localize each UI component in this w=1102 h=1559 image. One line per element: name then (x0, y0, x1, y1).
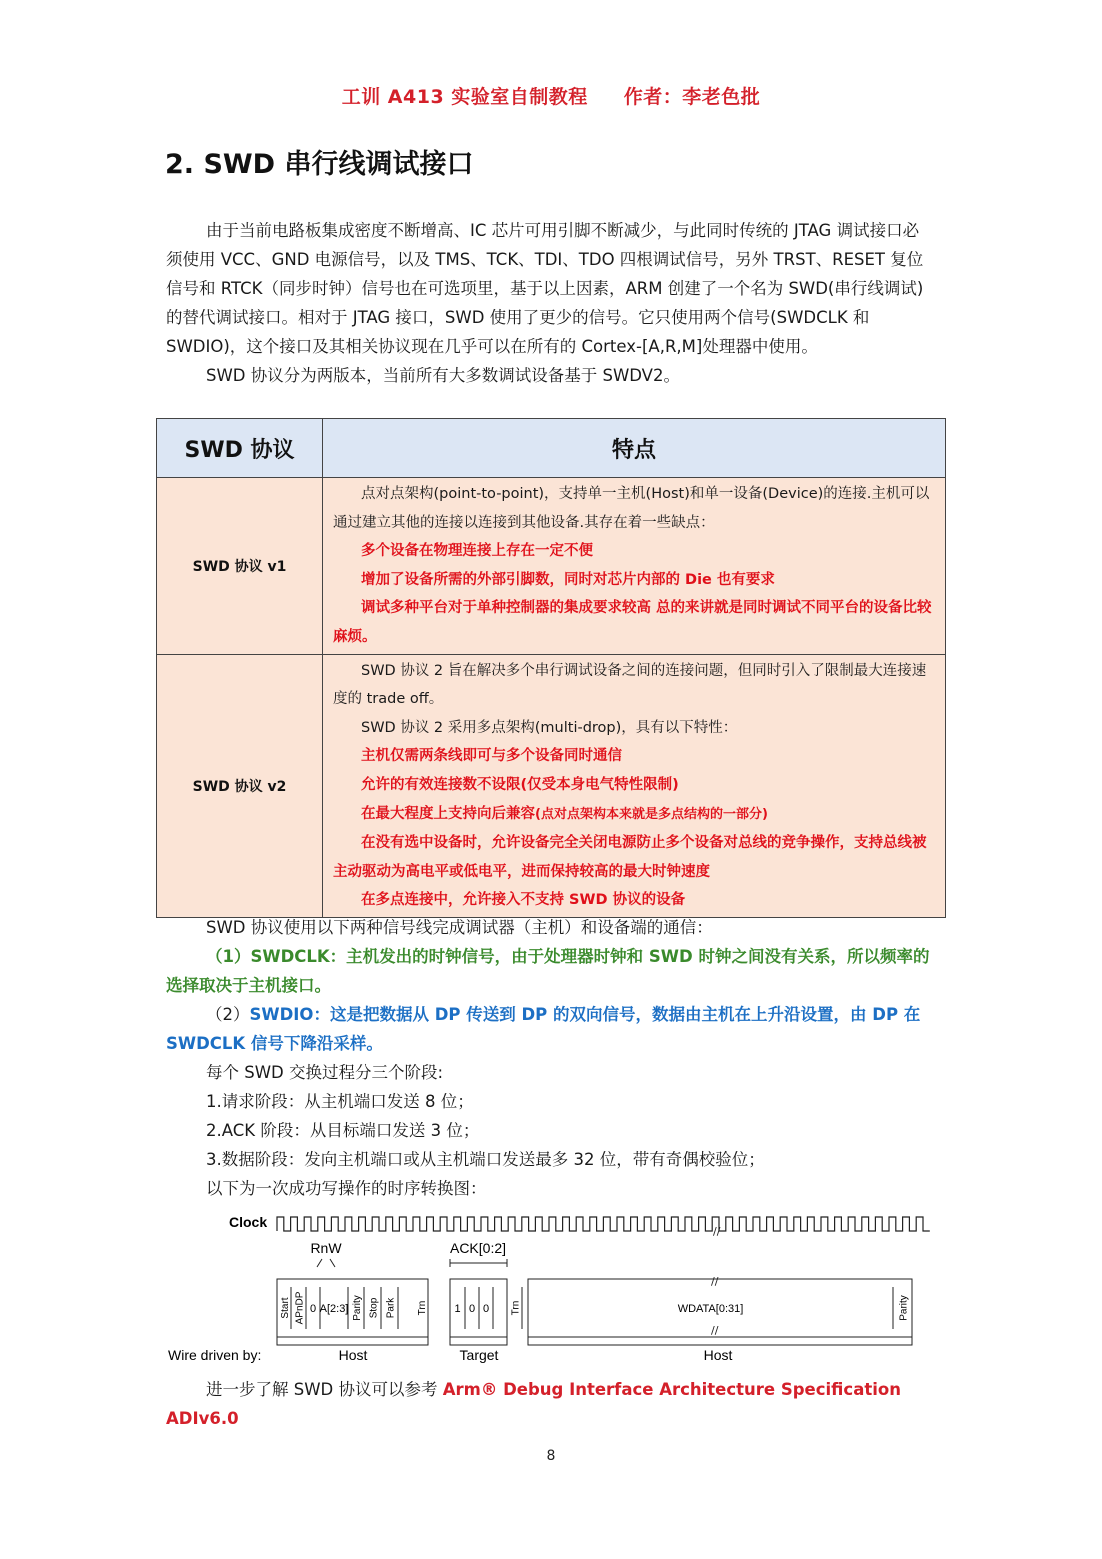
data-break-mark: // (711, 1324, 719, 1337)
host-label-2: Host (703, 1347, 733, 1363)
packet-field-label: 0 (309, 1303, 317, 1315)
data-break-mark: // (711, 1275, 719, 1288)
reference-line (166, 1375, 934, 1433)
v1-drawback-3: 调试多种平台对于单种控制器的集成要求较高 总的来讲就是同时调试不同平台的设备比较麻烦。 (333, 600, 932, 645)
v2-feature-5: 在多点连接中，允许接入不支持 SWD 协议的设备 (361, 892, 686, 909)
driven-by-label: Wire driven by: (168, 1347, 262, 1363)
reference-prefix: 进一步了解 SWD 协议可以参考 (206, 1380, 443, 1399)
clock-break-mark: // (713, 1225, 721, 1238)
intro-text (166, 216, 934, 390)
target-bracket (450, 1337, 507, 1345)
rnw-marker (317, 1259, 335, 1267)
swdio-text: SWDIO：这是把数据从 DP 传送到 DP 的双向信号，数据由主机在上升沿设置，由 DP 在 SWDCLK 信号下降沿采样。 (166, 1005, 921, 1053)
packet-field-label: 0 (468, 1303, 476, 1315)
packet-field-label: WDATA[0:31] (677, 1303, 744, 1315)
section-title: 2. SWD 串行线调试接口 (165, 149, 474, 180)
col-header-protocol: SWD 协议 (157, 419, 323, 478)
packet-field-label: Stop (368, 1297, 380, 1319)
target-label: Target (459, 1347, 499, 1363)
swdclk-text: SWDCLK：主机发出的时钟信号，由于处理器时钟和 SWD 时钟之间没有关系，所以频率的选择取决于主机接口。 (166, 947, 930, 995)
row-name-v1: SWD 协议 v1 (157, 478, 323, 655)
v1-description: 点对点架构(point-to-point)，支持单一主机(Host)和单一设备(Device)的连接.主机可以通过建立其他的连接以连接到其他设备.其存在着一些缺点： (333, 486, 930, 531)
v2-multidrop: SWD 协议 2 采用多点架构(multi-drop)，具有以下特性： (361, 719, 738, 736)
packet-field-label: Trn (417, 1300, 428, 1316)
rnw-label: RnW (310, 1240, 342, 1256)
packet-field-label: Parity (898, 1295, 910, 1321)
table-row (157, 478, 946, 655)
v2-feature-2: 允许的有效连接数不设限(仅受本身电气特性限制) (361, 776, 679, 793)
ack-marker (450, 1259, 507, 1267)
request-packet-fields (277, 1275, 912, 1337)
host-bracket-2 (528, 1337, 912, 1345)
packet-field-label: Trn (510, 1300, 522, 1316)
phase-2: 2.ACK 阶段：从目标端口发送 3 位； (206, 1121, 480, 1140)
clock-waveform (277, 1217, 930, 1238)
v2-feature-3-main: 在最大程度上支持向后兼容 (361, 805, 535, 822)
packet-field-label: 1 (454, 1303, 461, 1315)
phase-1: 1.请求阶段：从主机端口发送 8 位； (206, 1092, 474, 1111)
swdclk-desc (166, 942, 934, 1000)
timing-intro: 以下为一次成功写操作的时序转换图： (206, 1179, 487, 1198)
v2-feature-3 (333, 800, 935, 830)
packet-field-label: 0 (482, 1303, 490, 1315)
row-desc-v2 (323, 654, 946, 917)
version-note: SWD 协议分为两版本，当前所有大多数调试设备基于 SWDV2。 (206, 366, 680, 385)
phases-intro: 每个 SWD 交换过程分三个阶段: (206, 1063, 444, 1082)
header-course: 工训 A413 实验室自制教程 (341, 86, 588, 108)
packet-field-label: Start (280, 1297, 291, 1319)
packet-field-label: APnDP (294, 1291, 306, 1325)
clock-pulses (277, 1217, 930, 1231)
intro-paragraph: 由于当前电路板集成密度不断增高、IC 芯片可用引脚不断减少，与此同时传统的 JTAG 调试接口必须使用 VCC、GND 电源信号，以及 TMS、TCK、TDI、TDO 四根调试信号，另外 TRST、RESET 复位信号和 RTCK（同步时钟）信号也在可选项里，基于以上因素，ARM 创建了一个名为 SWD(串行线调试)的替代调试接口。相对于 JTAG 接口，SWD 使用了更少的信号。它只使用两个信号(SWDCLK 和 SWDIO)，这个接口及其相关协议现在几乎可以在所有的 Cortex-[A,R,M]处理器中使用。 (166, 221, 924, 356)
phase-3: 3.数据阶段：发向主机端口或从主机端口发送最多 32 位，带有奇偶校验位； (206, 1150, 765, 1169)
clock-label: Clock (229, 1214, 268, 1230)
v1-drawback-1: 多个设备在物理连接上存在一定不便 (361, 543, 593, 560)
row-desc-v1 (323, 478, 946, 655)
v2-feature-1: 主机仅需两条线即可与多个设备同时通信 (361, 748, 622, 765)
v1-drawback-2: 增加了设备所需的外部引脚数，同时对芯片内部的 Die 也有要求 (361, 571, 775, 588)
swdio-prefix: （2） (206, 1005, 250, 1024)
v2-feature-3-note: (点对点架构本来就是多点结构的一部分) (535, 806, 768, 822)
row-name-v2: SWD 协议 v2 (157, 654, 323, 917)
reference-document: Arm® Debug Interface Architecture Specification ADIv6.0 (166, 1380, 901, 1428)
swdclk-prefix: （1） (206, 947, 251, 966)
table-row (157, 654, 946, 917)
ack-label: ACK[0:2] (449, 1240, 507, 1256)
v2-description: SWD 协议 2 旨在解决多个串行调试设备之间的连接问题，但同时引入了限制最大连接速度的 trade off。 (333, 662, 927, 708)
col-header-features: 特点 (323, 419, 946, 478)
host-bracket-1 (277, 1337, 428, 1345)
swd-version-table (156, 418, 946, 918)
page-header (0, 82, 1102, 109)
v2-feature-4: 在没有选中设备时，允许设备完全关闭电源防止多个设备对总线的竞争操作，支持总线被主动驱动为高电平或低电平，进而保持较高的最大时钟速度 (333, 835, 927, 880)
packet-field-label: Parity (352, 1295, 363, 1321)
host-label-1: Host (338, 1347, 368, 1363)
page-number: 8 (546, 1448, 556, 1464)
packet-field-label: A[2:3] (319, 1303, 349, 1315)
signals-text (166, 913, 934, 1203)
signals-intro: SWD 协议使用以下两种信号线完成调试器（主机）和设备端的通信： (206, 918, 713, 937)
header-author: 作者：李老色批 (623, 86, 761, 108)
swd-write-timing-diagram (160, 1205, 950, 1375)
swdio-desc (166, 1000, 934, 1058)
packet-field-label: Park (385, 1297, 397, 1319)
